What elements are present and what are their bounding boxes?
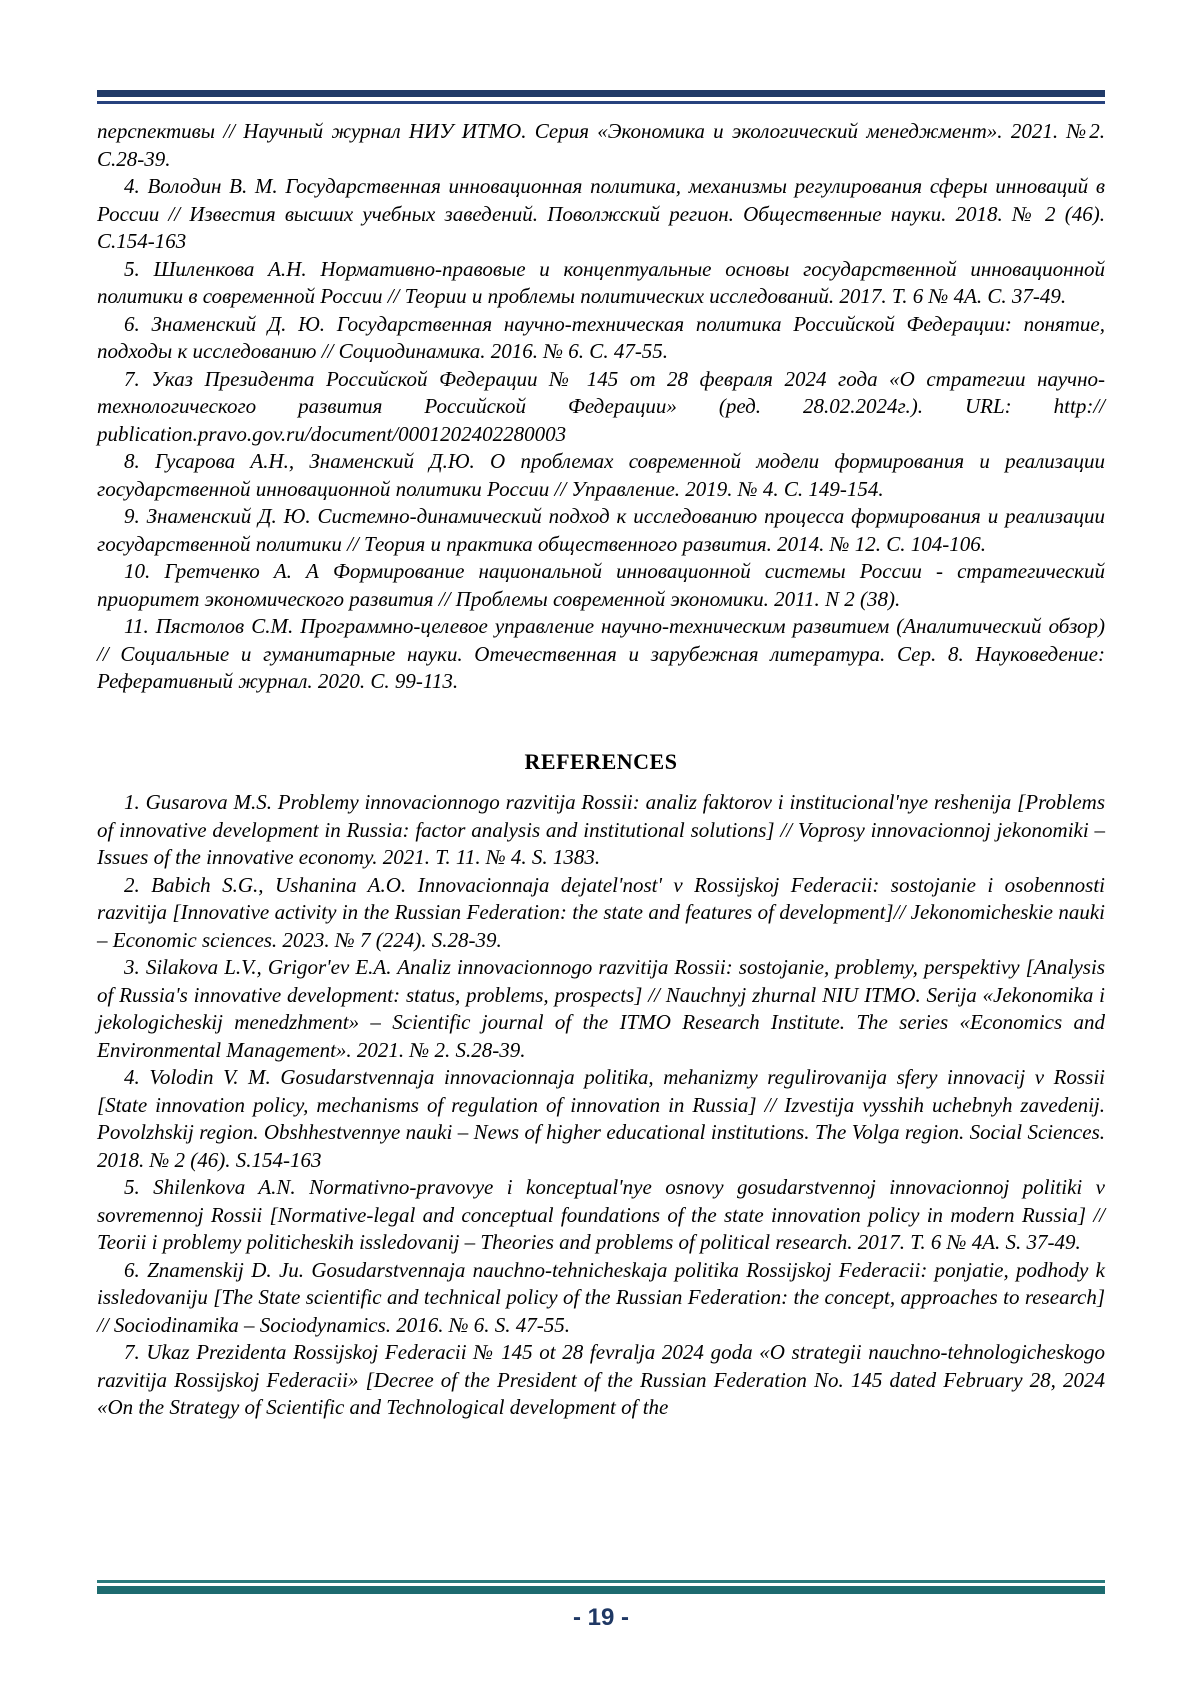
reference-item-ru-8: 8. Гусарова А.Н., Знаменский Д.Ю. О проблемах современной модели формирования и реализации государственной инновационной политики России // Управление. 2019. № 4. С. 149-154. [97,449,1105,501]
references-russian-section [97,118,1105,1422]
page-content [97,90,1105,1422]
reference-item-en-3: 3. Silakova L.V., Grigor'ev E.A. Analiz innovacionnogo razvitija Rossii: sostojanie, problemy, perspektivy [Analysis of Russia's innovative development: status, problems, prospects] // Nauchnyj zhurnal NIU ITMO. Serija «Jekonomika i jekologicheskij menedzhment» – Scientific journal of the ITMO Research Institute. The series «Economics and Environmental Management». 2021. № 2. S.28-39. [97,955,1105,1062]
reference-item-en-1: 1. Gusarova M.S. Problemy innovacionnogo razvitija Rossii: analiz faktorov i institucional'nye reshenija [Problems of innovative development in Russia: factor analysis and institutional solutions] // Voprosy innovacionnoj jekonomiki – Issues of the innovative economy. 2021. T. 11. № 4. S. 1383. [97,790,1105,869]
reference-item-ru-7: 7. Указ Президента Российской Федерации № 145 от 28 февраля 2024 года «О стратегии научно-технологического развития Российской Федерации» (ред. 28.02.2024г.). URL: http:// publication.pravo.gov.ru/document/0001202402280003 [97,366,1105,446]
bottom-border-thick-rule [97,1586,1105,1594]
reference-item-en-7: 7. Ukaz Prezidenta Rossijskoj Federacii № 145 ot 28 fevralja 2024 goda «O strategii nauchno-tehnologicheskogo razvitija Rossijskoj Federacii» [Decree of the President of the Russian Federation No. 145 dated February 28, 2024 «On the Strategy of Scientific and Technological development of the [97,1340,1105,1419]
reference-item-en-6: 6. Znamenskij D. Ju. Gosudarstvennaja nauchno-tehnicheskaja politika Rossijskoj Federacii: ponjatie, podhody k issledovaniju [The State scientific and technical policy of the Russian Federation: the concept, approaches to research] // Sociodinamika – Sociodynamics. 2016. № 6. S. 47-55. [97,1257,1105,1337]
top-border-thin-rule [97,101,1105,104]
reference-item-ru-3-continuation: перспективы // Научный журнал НИУ ИТМО. Серия «Экономика и экологический менеджмент». 2021. №2. С.28-39. [97,119,1105,171]
page-footer [97,1580,1105,1632]
reference-item-ru-4: 4. Володин В. М. Государственная инновационная политика, механизмы регулирования сферы инноваций в России // Известия высших учебных заведений. Поволжский регион. Общественные науки. 2018. № 2 (46). С.154-163 [97,174,1105,253]
reference-item-ru-5: 5. Шиленкова А.Н. Нормативно-правовые и концептуальные основы государственной инновационной политики в современной России // Теории и проблемы политических исследований. 2017. Т. 6 № 4А. С. 37-49. [97,256,1105,308]
references-heading: REFERENCES [524,748,678,774]
page-number: - 19 - [572,1604,629,1631]
references-english-section [97,789,1105,1422]
reference-item-ru-9: 9. Знаменский Д. Ю. Системно-динамический подход к исследованию процесса формирования и реализации государственной политики // Теория и практика общественного развития. 2014. № 12. С. 104-106. [97,504,1105,556]
reference-item-ru-10: 10. Гретченко А. А Формирование национальной инновационной системы России - стратегический приоритет экономического развития // Проблемы современной экономики. 2011. N 2 (38). [97,559,1105,611]
reference-item-en-2: 2. Babich S.G., Ushanina A.O. Innovacionnaja dejatel'nost' v Rossijskoj Federacii: sostojanie i osobennosti razvitija [Innovative activity in the Russian Federation: the state and features of development]// Jekonomicheskie nauki – Economic sciences. 2023. № 7 (224). S.28-39. [97,872,1105,952]
reference-item-ru-11: 11. Пястолов С.М. Программно-целевое управление научно-техническим развитием (Аналитический обзор) // Социальные и гуманитарные науки. Отечественная и зарубежная литература. Сер. 8. Науковедение: Реферативный журнал. 2020. С. 99-113. [97,614,1105,693]
top-border-thick-rule [97,90,1105,97]
reference-item-ru-6: 6. Знаменский Д. Ю. Государственная научно-техническая политика Российской Федерации: понятие, подходы к исследованию // Социодинамика. 2016. № 6. С. 47-55. [97,311,1105,363]
bottom-border-thin-rule [97,1580,1105,1583]
reference-item-en-4: 4. Volodin V. M. Gosudarstvennaja innovacionnaja politika, mehanizmy regulirovanija sfery innovacij v Rossii [State innovation policy, mechanisms of regulation of innovation in Russia] // Izvestija vysshih uchebnyh zavedenij. Povolzhskij region. Obshhestvennye nauki – News of higher educational institutions. The Volga region. Social Sciences. 2018. № 2 (46). S.154-163 [97,1065,1105,1172]
reference-item-en-5: 5. Shilenkova A.N. Normativno-pravovye i konceptual'nye osnovy gosudarstvennoj innovacionnoj politiki v sovremennoj Rossii [Normative-legal and conceptual foundations of the state innovation policy in modern Russia] // Teorii i problemy politicheskih issledovanij – Theories and problems of political research. 2017. T. 6 № 4A. S. 37-49. [97,1175,1105,1254]
